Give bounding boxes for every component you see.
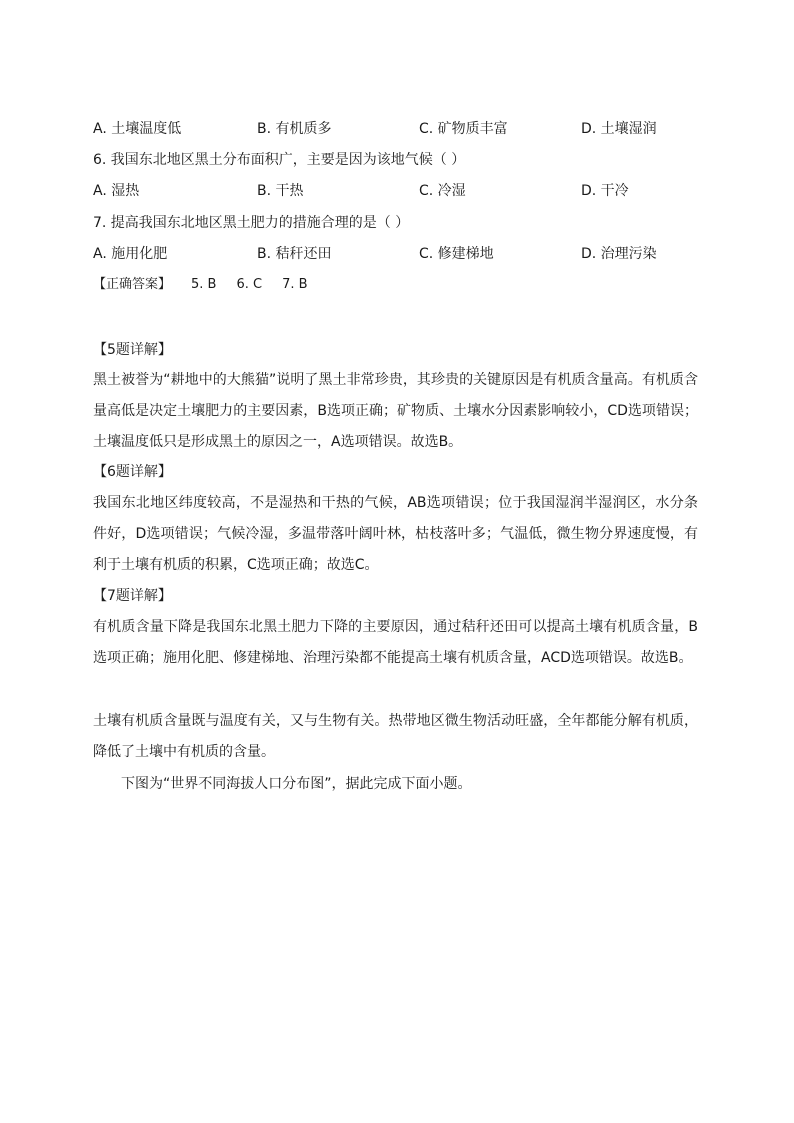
answer-item: 5. B <box>191 277 217 292</box>
detail5-text: 黑土被誉为“耕地中的大熊猫”说明了黑土非常珍贵，其珍贵的关键原因是有机质含量高。有机质含量高低是决定土壤肥力的主要因素，B选项正确；矿物质、土壤水分因素影响较小，CD选项错误；土壤温度低只是形成黑土的原因之一，A选项错误。故选B。 <box>93 372 698 450</box>
answer-line <box>93 273 308 297</box>
q6-options <box>93 179 713 203</box>
q6-stem: 6. 我国东北地区黑土分布面积广，主要是因为该地气候（ ） <box>93 152 466 168</box>
answer-item: 7. B <box>282 277 308 292</box>
detail5-heading: 【5题详解】 <box>93 342 172 358</box>
q5-option-a: A. 土壤温度低 <box>93 121 182 137</box>
q6-option-d: D. 干冷 <box>581 183 629 199</box>
q7-stem: 7. 提高我国东北地区黑土肥力的措施合理的是（ ） <box>93 215 410 231</box>
q7-option-b: B. 秸秆还田 <box>257 246 332 262</box>
q7-options <box>93 242 713 266</box>
q7-option-d: D. 治理污染 <box>581 246 657 262</box>
q5-options <box>93 117 713 141</box>
q6-option-b: B. 干热 <box>257 183 304 199</box>
q5-option-d: D. 土壤湿润 <box>581 121 657 137</box>
q7-option-a: A. 施用化肥 <box>93 246 168 262</box>
detail6-text: 我国东北地区纬度较高，不是湿热和干热的气候，AB选项错误；位于我国湿润半湿润区，水分条件好，D选项错误；气候冷湿，多温带落叶阔叶林，枯枝落叶多；气温低，微生物分界速度慢，有利于土壤有机质的积累，C选项正确；故选C。 <box>93 495 698 573</box>
extra-note: 土壤有机质含量既与温度有关，又与生物有关。热带地区微生物活动旺盛，全年都能分解有机质，降低了土壤中有机质的含量。 <box>93 713 698 760</box>
next-question-intro: 下图为“世界不同海拔人口分布图”，据此完成下面小题。 <box>121 776 472 792</box>
q5-option-b: B. 有机质多 <box>257 121 332 137</box>
detail6-heading: 【6题详解】 <box>93 464 172 480</box>
q5-option-c: C. 矿物质丰富 <box>419 121 508 137</box>
answer-item: 6. C <box>236 277 263 292</box>
q7-option-c: C. 修建梯地 <box>419 246 494 262</box>
answer-label: 【正确答案】 <box>93 277 172 292</box>
q6-option-a: A. 湿热 <box>93 183 140 199</box>
q6-option-c: C. 冷湿 <box>419 183 466 199</box>
detail7-text: 有机质含量下降是我国东北黑土肥力下降的主要原因，通过秸秆还田可以提高土壤有机质含量，B选项正确；施用化肥、修建梯地、治理污染都不能提高土壤有机质含量，ACD选项错误。故选B。 <box>93 619 698 666</box>
detail7-heading: 【7题详解】 <box>93 588 172 604</box>
